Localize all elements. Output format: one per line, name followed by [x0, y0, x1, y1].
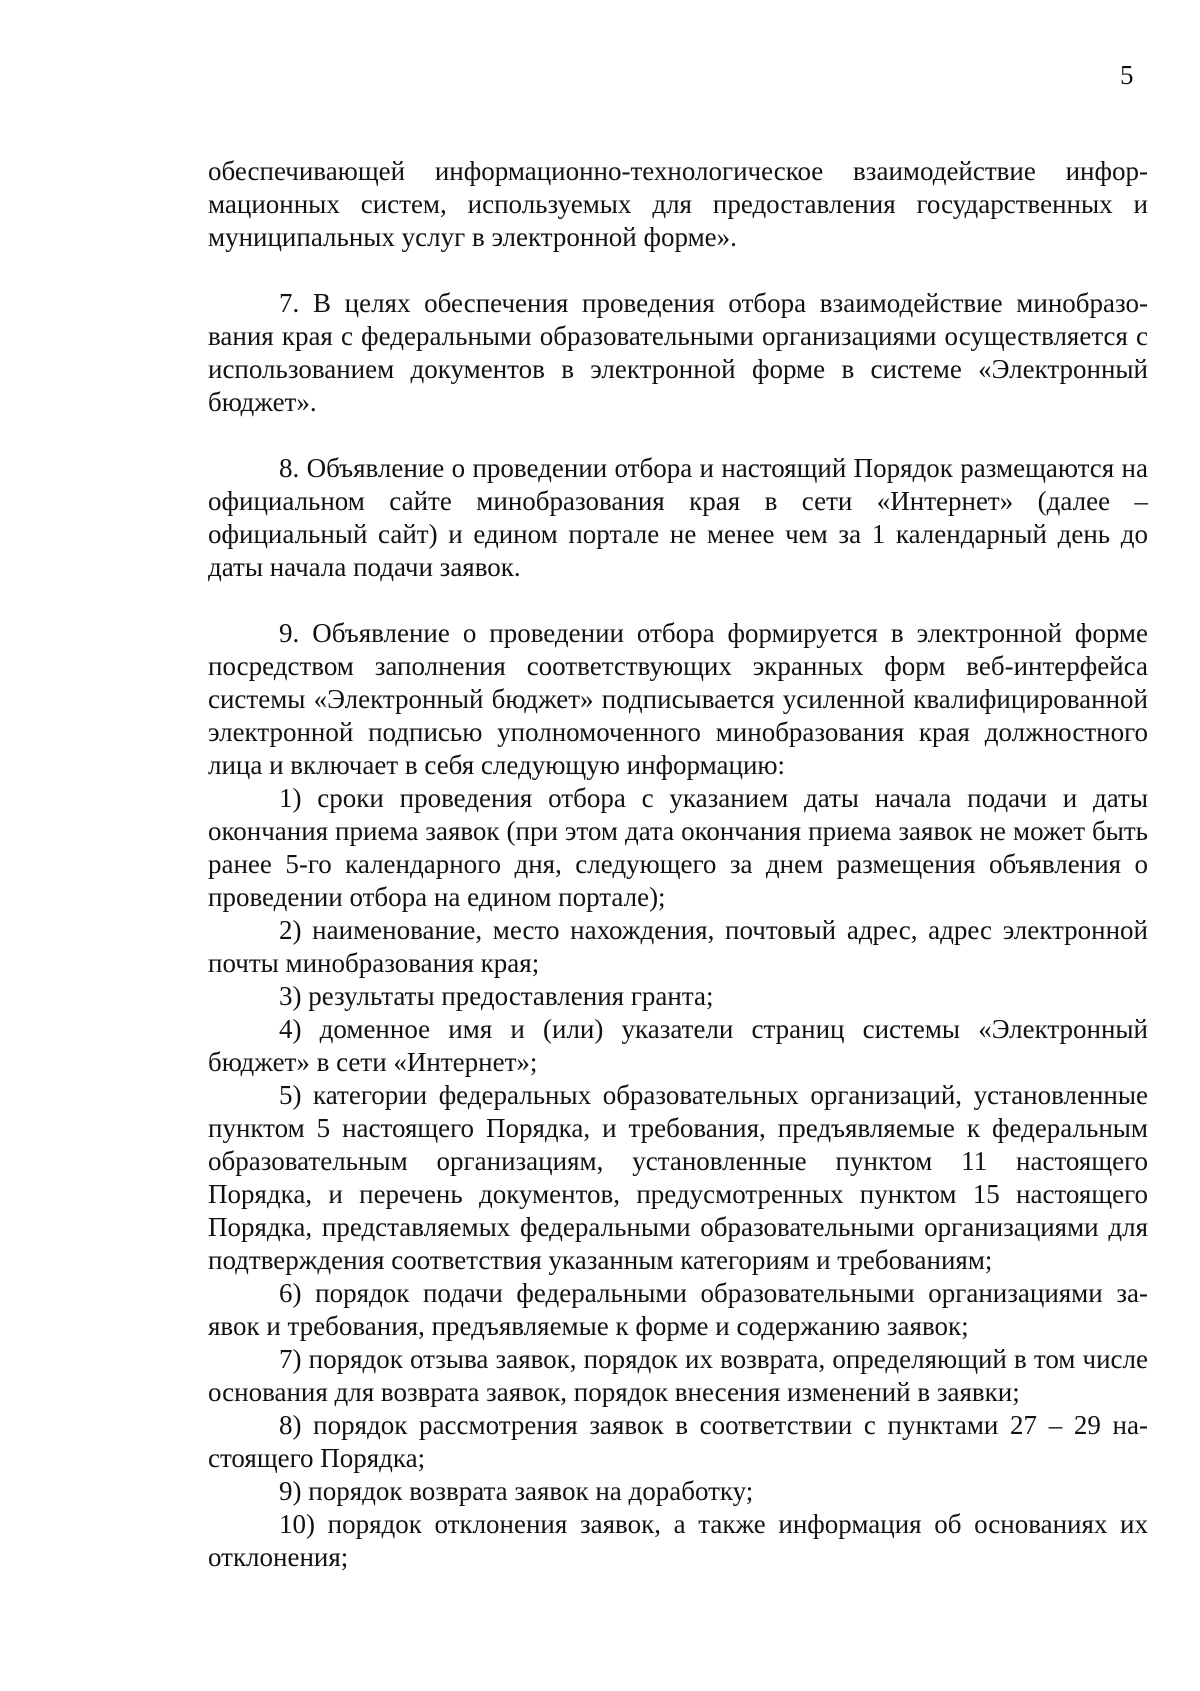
list-item-1: 1) сроки проведения отбора с указанием даты начала подачи и даты окончания приема заявок (при этом дата окончания приема заявок не может быть ранее 5-го календарного дня, следующего за днем размещения объявления о проведении отбора на едином портале);	[208, 783, 1148, 912]
list-item-3: 3) результаты предоставления гранта;	[279, 981, 714, 1011]
page-number: 5	[1120, 60, 1134, 90]
list-item-4: 4) доменное имя и (или) указатели страниц системы «Электронный бюджет» в сети «Интернет»;	[208, 1014, 1148, 1077]
list-item-6: 6) порядок подачи федеральными образовательными организациями заявок и требования, предъявляемые к форме и содержанию заявок;	[208, 1278, 1148, 1341]
list-item-7: 7) порядок отзыва заявок, порядок их возврата, определяющий в том числе основания для возврата заявок, порядок внесения изменений в заявки;	[208, 1344, 1148, 1407]
paragraph-7: 7. В целях обеспечения проведения отбора взаимодействие минобразования края с федеральными образовательными организациями осуществляется с использованием документов в электронной форме в системе «Электронный бюджет».	[208, 288, 1148, 417]
list-item-10: 10) порядок отклонения заявок, а также информация об основаниях их отклонения;	[208, 1509, 1148, 1572]
paragraph-continuation: обеспечивающей информационно-технологическое взаимодействие информационных систем, используемых для предоставления государственных и муниципальных услуг в электронной форме».	[208, 156, 1148, 252]
document-body	[208, 155, 1148, 1574]
list-item-8: 8) порядок рассмотрения заявок в соответствии с пунктами 27 – 29 настоящего Порядка;	[208, 1410, 1148, 1473]
list-item-9: 9) порядок возврата заявок на доработку;	[279, 1476, 754, 1506]
paragraph-8: 8. Объявление о проведении отбора и настоящий Порядок размещаются на официальном сайте минобразования края в сети «Интернет» (далее – официальный сайт) и едином портале не менее чем за 1 календарный день до даты начала подачи заявок.	[208, 453, 1148, 582]
list-item-5: 5) категории федеральных образовательных организаций, установленные пунктом 5 настоящего Порядка, и требования, предъявляемые к федеральным образовательным организациям, установленные пунктом 11 настоящего Порядка, и перечень документов, предусмотренных пунктом 15 настоящего Порядка, представляемых федеральными образовательными организациями для подтверждения соответствия указанным категориям и требованиям;	[208, 1080, 1148, 1275]
list-item-2: 2) наименование, место нахождения, почтовый адрес, адрес электронной почты минобразования края;	[208, 915, 1148, 978]
paragraph-9: 9. Объявление о проведении отбора формируется в электронной форме посредством заполнения соответствующих экранных форм веб-интерфейса системы «Электронный бюджет» подписывается усиленной квалифицированной электронной подписью уполномоченного минобразования края должностного лица и включает в себя следующую информацию:	[208, 618, 1148, 780]
